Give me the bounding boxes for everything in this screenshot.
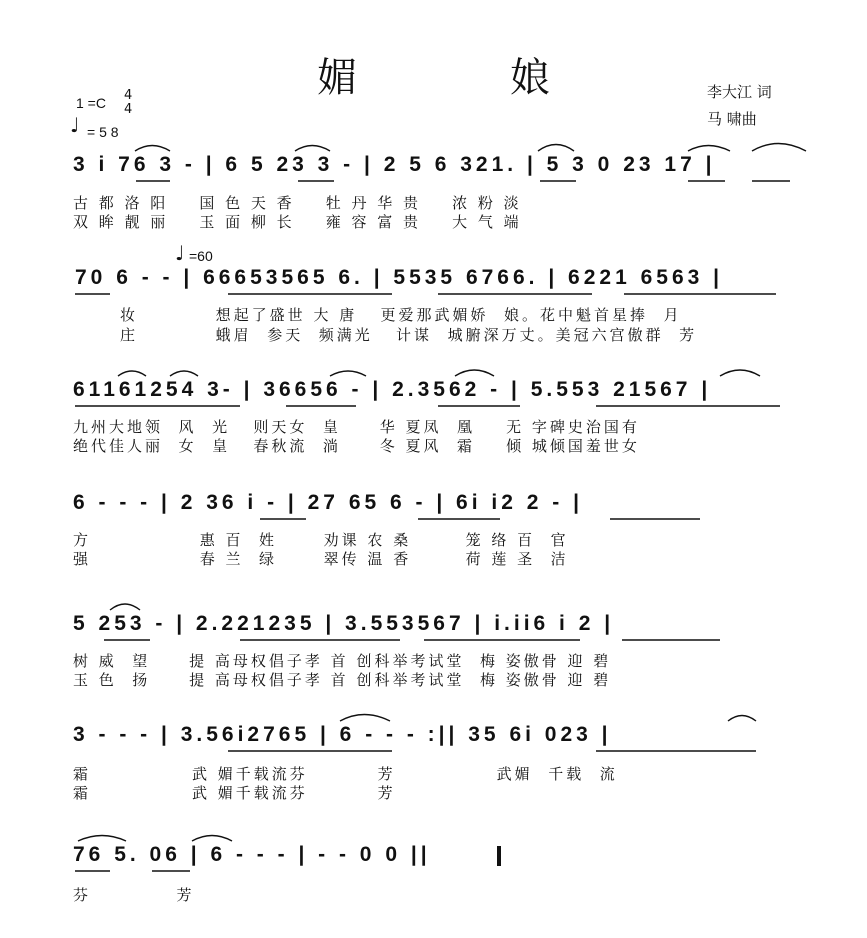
lyric-line-2b: 庄 蛾眉 参天 频满光 计谋 城腑深万丈。美冠六宫傲群 芳 xyxy=(120,326,698,344)
tempo-marking-2: =60 xyxy=(189,248,213,264)
notation-line-3: 61161254 3- | 36656 - | 2.3562 - | 5.553 21567 | xyxy=(73,378,712,401)
lyric-line-6a: 霜 武 媚千载流芬 芳 武媚 千载 流 xyxy=(73,765,618,783)
lyric-line-2a: 妆 想起了盛世 大 唐 更爱那武媚娇 娘。花中魁首星捧 月 xyxy=(120,306,682,324)
lyric-line-5b: 玉 色 扬 提 高母权倡子孝 首 创科举考试堂 梅 姿傲骨 迎 碧 xyxy=(73,671,612,689)
notation-line-7: 76 5. 06 | 6 - - - | - - 0 0 || xyxy=(73,843,431,866)
lyric-line-4a: 方 惠 百 姓 劝课 农 桑 笼 络 百 官 xyxy=(73,531,569,549)
notation-line-6: 3 - - - | 3.56i2765 | 6 - - - :|| 35 6i 023 | xyxy=(73,723,612,746)
lyric-line-1a: 古 都 洛 阳 国 色 天 香 牡 丹 华 贵 浓 粉 淡 xyxy=(73,194,522,212)
time-signature-bottom: 4 xyxy=(124,102,133,117)
composer-credit: 马 啸曲 xyxy=(707,110,757,128)
slur-mark xyxy=(720,370,760,376)
lyric-line-4b: 强 春 兰 绿 翠传 温 香 荷 莲 圣 洁 xyxy=(73,550,569,568)
notation-line-5: 5 253 - | 2.221235 | 3.553567 | i.ii6 i 2 | xyxy=(73,612,615,635)
lyric-line-7a: 芬 芳 xyxy=(73,886,195,904)
tempo-note-icon: ♩ xyxy=(70,113,80,137)
slur-mark xyxy=(688,146,730,152)
slur-mark xyxy=(110,604,140,610)
time-signature-top: 4 xyxy=(124,88,133,103)
notation-line-1: 3 i 76 3 - | 6 5 23 3 - | 2 5 6 321. | 5 3 0 23 17 | xyxy=(73,153,716,176)
slur-mark xyxy=(192,836,232,842)
key-signature: 1 =C xyxy=(76,95,106,111)
slur-mark xyxy=(728,716,756,722)
slur-mark xyxy=(538,145,574,152)
lyric-line-5a: 树 威 望 提 高母权倡子孝 首 创科举考试堂 梅 姿傲骨 迎 碧 xyxy=(73,652,612,670)
lyric-line-1b: 双 眸 靓 丽 玉 面 柳 长 雍 容 富 贵 大 气 端 xyxy=(73,213,522,231)
slur-mark xyxy=(295,146,330,152)
lyricist-credit: 李大江 词 xyxy=(707,83,772,101)
slur-mark xyxy=(118,371,146,376)
lyric-line-3b: 绝代佳人丽 女 皇 春秋流 淌 冬 夏风 霜 倾 城倾国羞世女 xyxy=(73,437,640,455)
slur-mark xyxy=(340,715,390,722)
slur-mark xyxy=(752,144,806,152)
slur-mark xyxy=(330,371,366,376)
slur-mark xyxy=(170,371,198,376)
lyric-line-6b: 霜 武 媚千载流芬 芳 xyxy=(73,784,396,802)
slur-mark xyxy=(455,370,494,376)
slur-mark xyxy=(78,836,126,842)
page-title: 媚 娘 xyxy=(317,55,620,101)
tempo-note-icon-2: ♩ xyxy=(175,241,185,265)
slur-mark xyxy=(135,146,170,152)
notation-line-4: 6 - - - | 2 36 i - | 27 65 6 - | 6i i2 2 - | xyxy=(73,491,583,514)
lyric-line-3a: 九州大地领 风 光 则天女 皇 华 夏凤 凰 无 字碑史治国有 xyxy=(73,418,640,436)
notation-line-2: 70 6 - - | 66653565 6. | 5535 6766. | 6221 6563 | xyxy=(75,266,724,289)
tempo-marking: = 5 8 xyxy=(87,124,119,140)
